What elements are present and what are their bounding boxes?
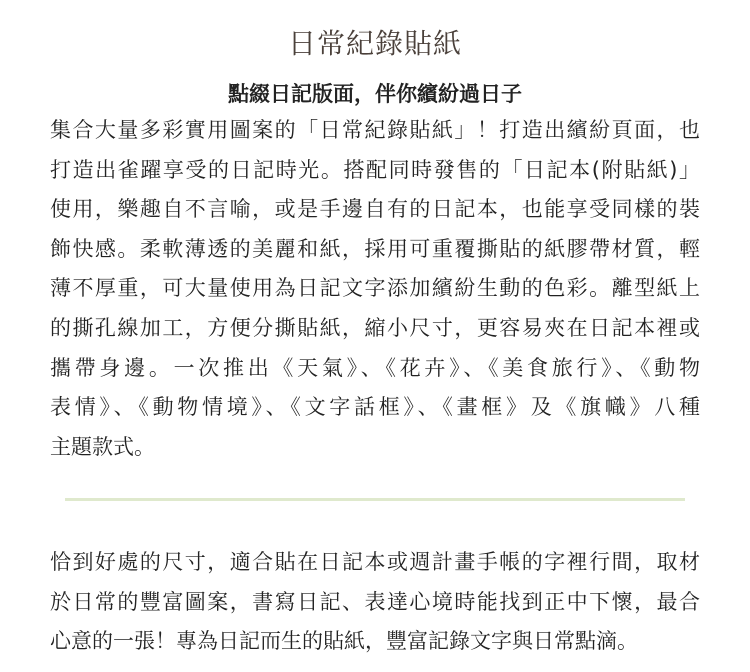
- section-divider: [65, 498, 685, 501]
- size-paragraph: [50, 543, 700, 662]
- paragraph-line: 於日常的豐富圖案，書寫日記、表達心境時能找到正中下懷，最合: [50, 589, 700, 614]
- paragraph-line: 集合大量多彩實用圖案的「日常紀錄貼紙」！打造出繽紛頁面，也: [50, 118, 700, 142]
- page-title: 日常紀錄貼紙: [287, 27, 462, 60]
- paragraph-line: 使用，樂趣自不言喻，或是手邊自有的日記本，也能享受同樣的裝: [50, 197, 700, 222]
- page-subtitle: 點綴日記版面，伴你繽紛過日子: [228, 82, 522, 106]
- paragraph-line: 飾快感。柔軟薄透的美麗和紙，採用可重覆撕貼的紙膠帶材質，輕: [50, 236, 700, 261]
- description-paragraph: [50, 111, 700, 467]
- paragraph-line: 薄不厚重，可大量使用為日記文字添加繽紛生動的色彩。離型紙上: [50, 276, 700, 301]
- paragraph-line: 主題款式。: [50, 434, 155, 459]
- paragraph-line: 的撕孔線加工，方便分撕貼紙，縮小尺寸，更容易夾在日記本裡或: [50, 315, 700, 340]
- paragraph-line: 心意的一張！專為日記而生的貼紙，豐富記錄文字與日常點滴。: [50, 629, 638, 654]
- paragraph-line: 恰到好處的尺寸，適合貼在日記本或週計畫手帳的字裡行間，取材: [50, 550, 700, 574]
- paragraph-line: 攜帶身邊。一次推出《天氣》、《花卉》、《美食旅行》、《動物: [50, 355, 700, 380]
- paragraph-line: 打造出雀躍享受的日記時光。搭配同時發售的「日記本(附貼紙)」: [50, 157, 700, 182]
- paragraph-line: 表情》、《動物情境》、《文字話框》、《畫框》及《旗幟》八種: [50, 395, 700, 420]
